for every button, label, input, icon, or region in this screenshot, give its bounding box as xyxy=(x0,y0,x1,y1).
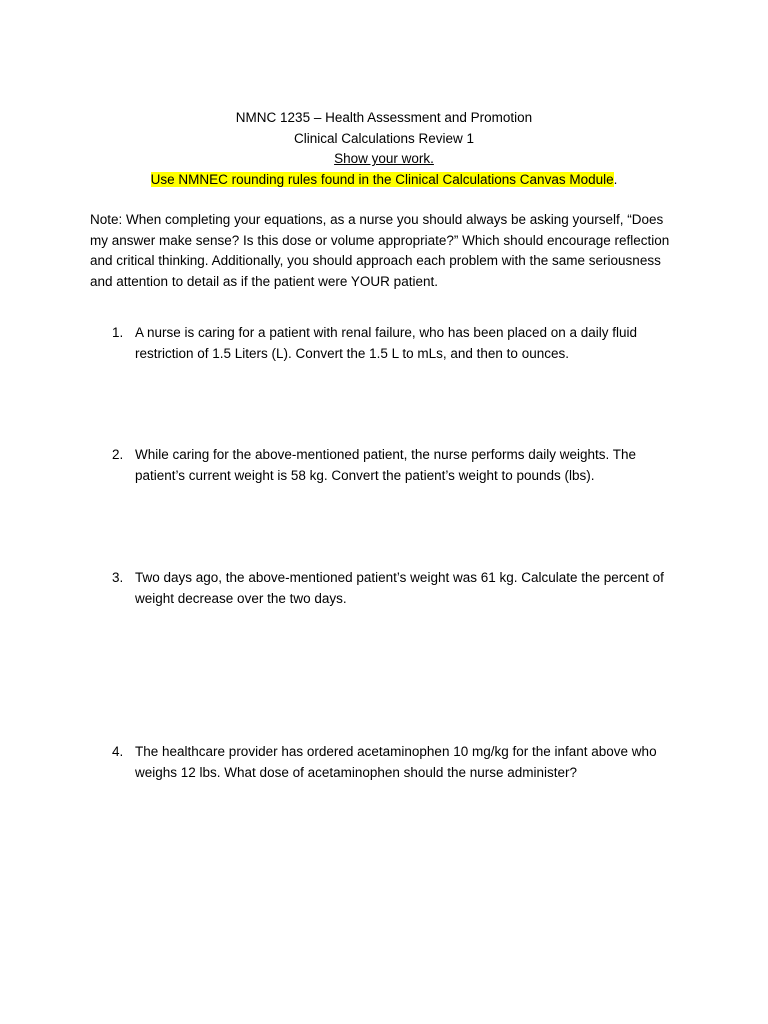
rounding-highlight-text: Use NMNEC rounding rules found in the Clinical Calculations Canvas Module xyxy=(150,171,614,187)
question-text: While caring for the above-mentioned patient, the nurse performs daily weights. The patient’s current weight is 58 kg. Convert the patient’s weight to pounds (lbs). xyxy=(135,447,637,483)
rounding-period: . xyxy=(613,171,618,187)
question-text: Two days ago, the above-mentioned patient’s weight was 61 kg. Calculate the percent of weight decrease over the two days. xyxy=(135,570,664,606)
note-paragraph: Note: When completing your equations, as a nurse you should always be asking yourself, “Does my answer make sense? Is this dose or volume appropriate?” Which should encourage reflection and critical thinking. Additionally, you should approach each problem with the same seriousness and attention to detail as if the patient were YOUR patient. xyxy=(90,212,670,289)
review-title: Clinical Calculations Review 1 xyxy=(293,130,475,146)
show-work-instruction xyxy=(90,149,678,170)
question-text: A nurse is caring for a patient with renal failure, who has been placed on a daily fluid restriction of 1.5 Liters (L). Convert the 1.5 L to mLs, and then to ounces. xyxy=(135,325,638,361)
show-work-text: Show your work. xyxy=(334,151,434,166)
question-number: 3. xyxy=(112,570,124,585)
document-header xyxy=(90,108,678,190)
course-title: NMNC 1235 – Health Assessment and Promotion xyxy=(235,110,533,125)
question-number: 4. xyxy=(112,744,124,759)
question-number: 2. xyxy=(112,447,124,462)
question-number: 1. xyxy=(112,325,124,340)
question-text: The healthcare provider has ordered acetaminophen 10 mg/kg for the infant above who weighs 12 lbs. What dose of acetaminophen should the nurse administer? xyxy=(135,744,657,780)
rounding-instruction xyxy=(90,170,678,191)
